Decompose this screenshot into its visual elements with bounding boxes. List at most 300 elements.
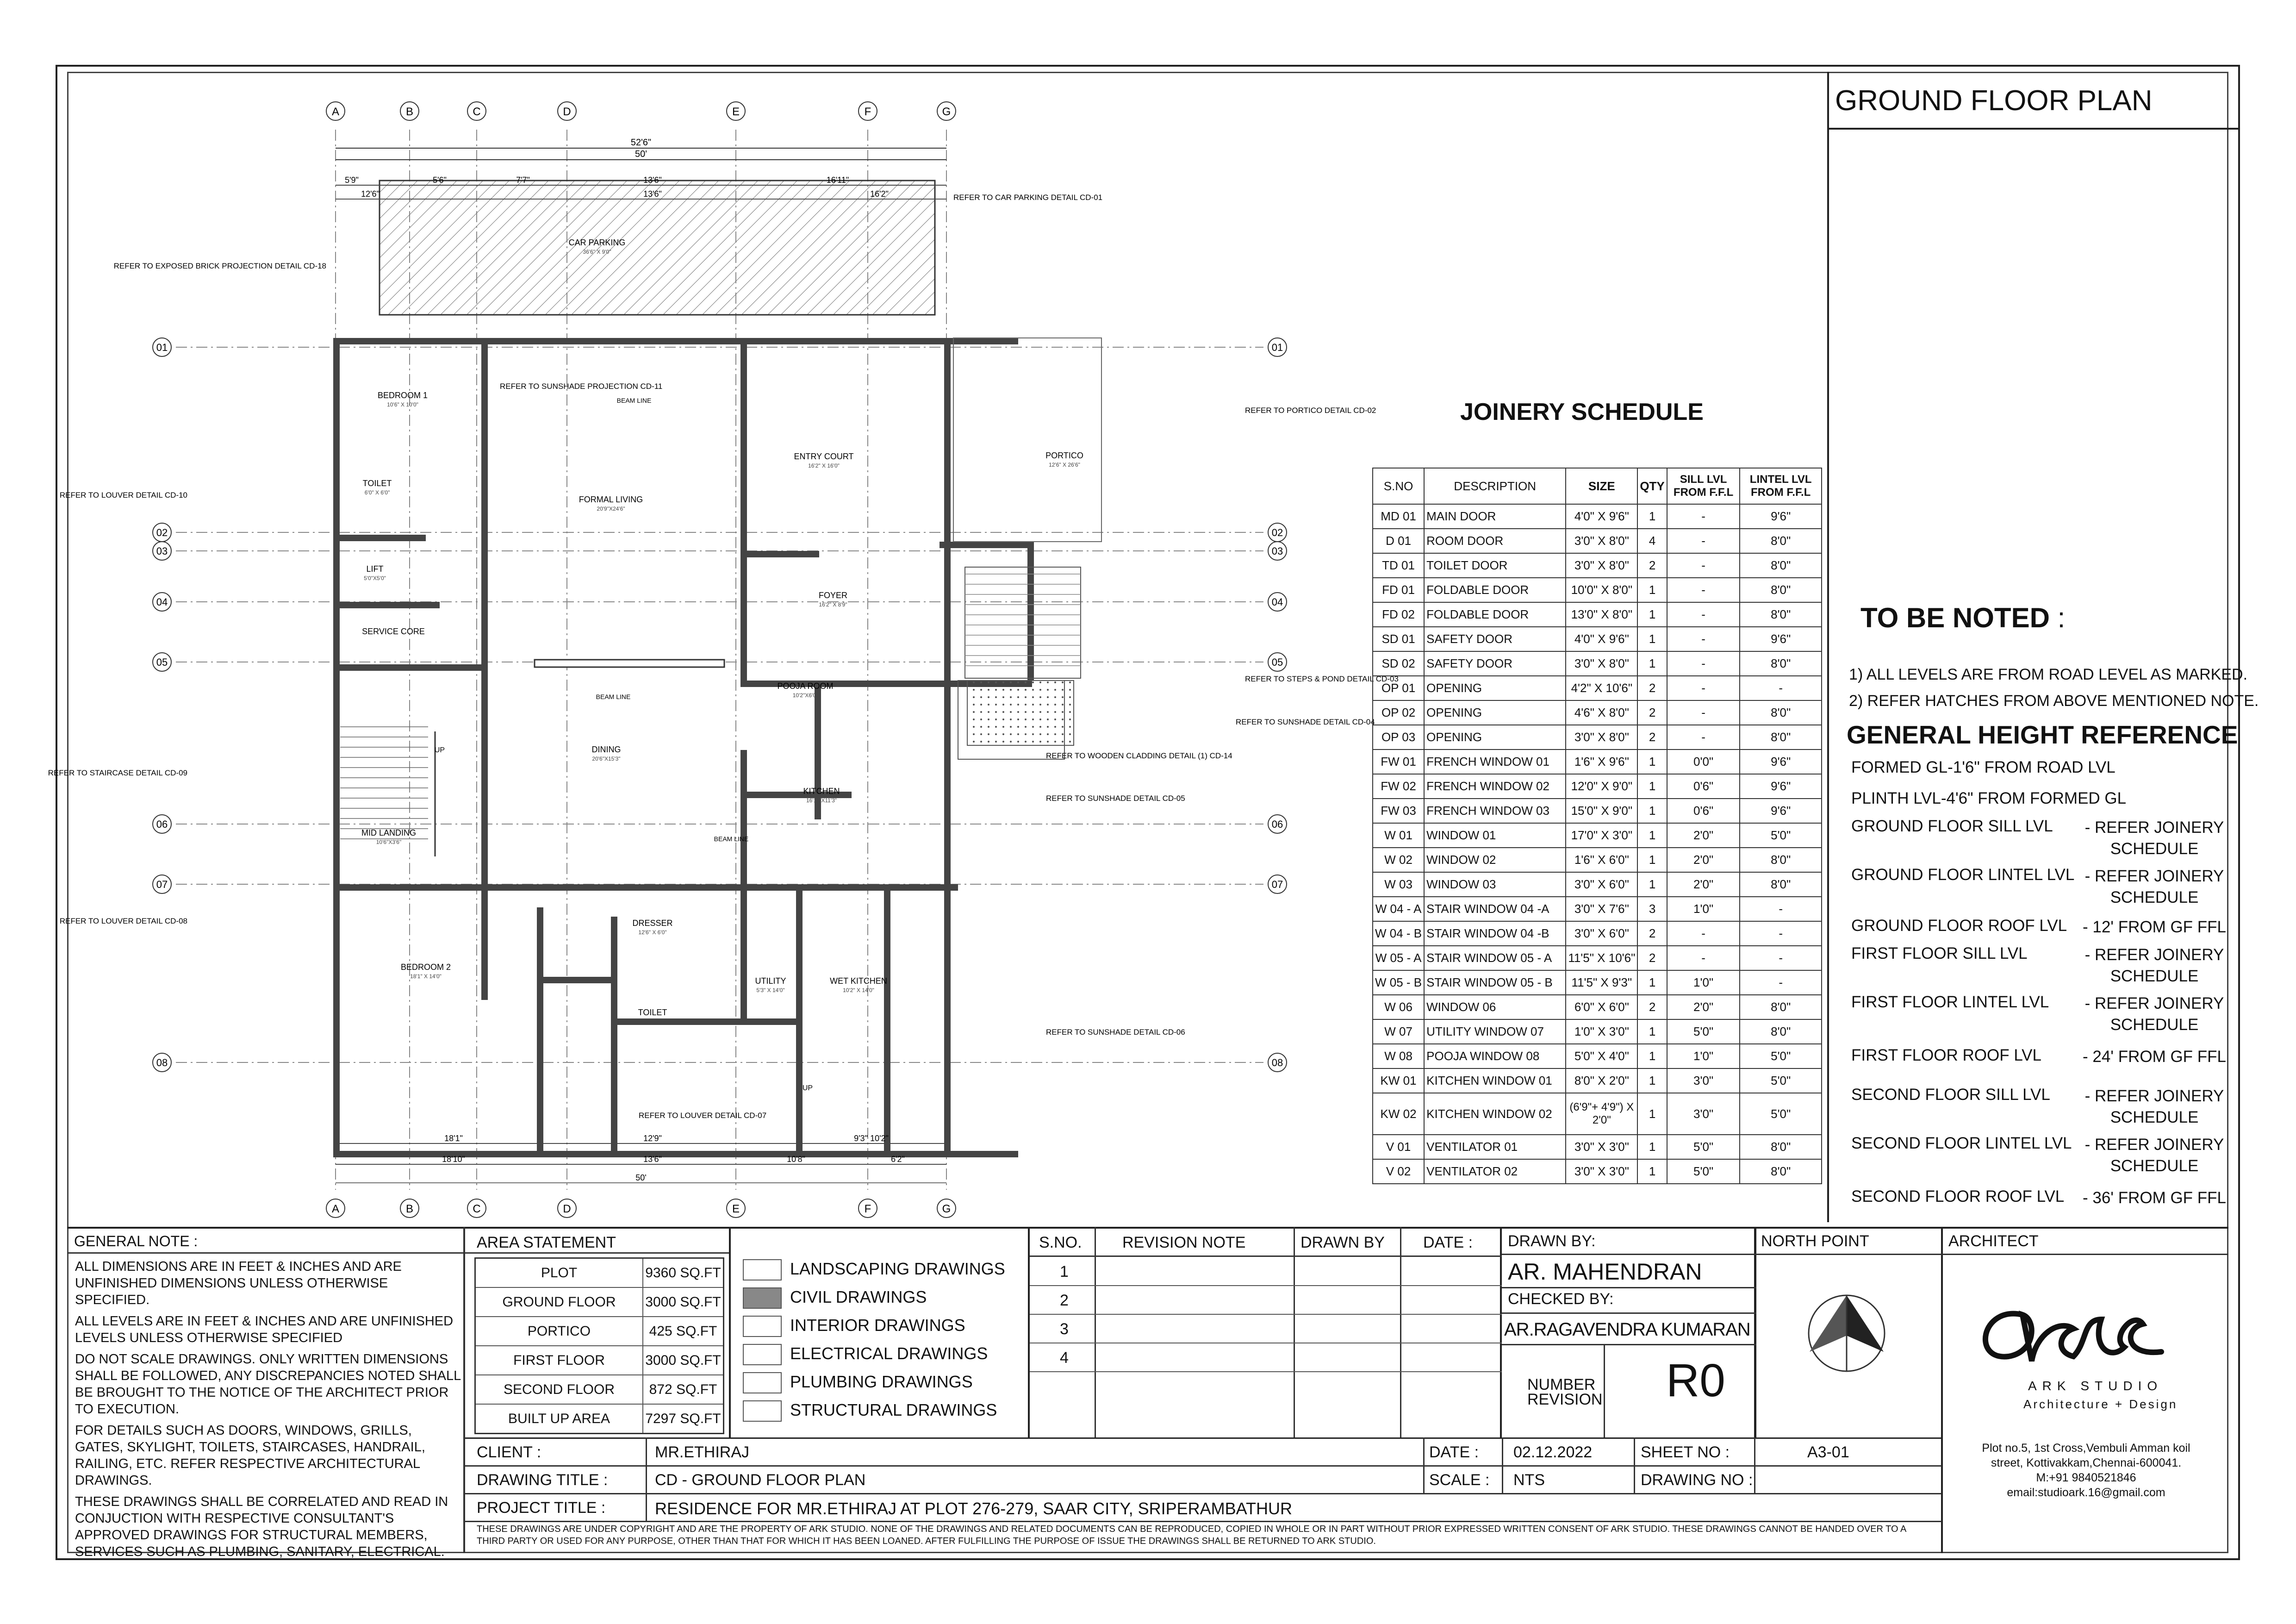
room-name: MID LANDING (361, 828, 417, 837)
grid-label: 04 (156, 596, 168, 608)
joinery-cell: WINDOW 01 (1424, 823, 1566, 848)
joinery-row (1373, 1159, 1822, 1184)
joinery-cell: - (1667, 700, 1740, 725)
drawn-rule-2 (1502, 1287, 1756, 1288)
room-name: FOYER (818, 591, 848, 600)
joinery-title: JOINERY SCHEDULE (1460, 399, 1704, 425)
room-label (592, 745, 621, 762)
joinery-row (1373, 700, 1822, 725)
plan-note: REFER TO STAIRCASE DETAIL CD-09 (48, 768, 187, 777)
dim-text: 7'7" (516, 175, 530, 185)
dim-text: 50' (635, 149, 647, 159)
grid-label: B (405, 1203, 414, 1215)
room-size: 16'2" X 16'0" (808, 462, 840, 469)
plan-note: REFER TO CAR PARKING DETAIL CD-01 (953, 193, 1103, 202)
joinery-row (1373, 1044, 1822, 1068)
joinery-cell: 8'0" (1740, 872, 1822, 897)
joinery-cell: 3'0" X 8'0" (1566, 651, 1637, 676)
grid-label: 07 (156, 879, 168, 890)
drawing-type-label: STRUCTURAL DRAWINGS (790, 1400, 997, 1419)
dim-text: 6'2" (891, 1155, 905, 1164)
area-table (474, 1257, 724, 1434)
joinery-row (1373, 1019, 1822, 1044)
joinery-cell: FW 02 (1373, 774, 1424, 799)
area-value: 3000 SQ.FT (645, 1352, 721, 1368)
dim-text: 12'6" (361, 189, 380, 199)
general-note-title: GENERAL NOTE : (74, 1233, 198, 1249)
client-name: MR.ETHIRAJ (655, 1443, 749, 1461)
ghr-line-2: PLINTH LVL-4'6" FROM FORMED GL (1851, 789, 2127, 807)
wall (944, 338, 951, 1157)
joinery-cell: 3'0" X 7'6" (1566, 897, 1637, 921)
dim-text: 18'1" (444, 1134, 463, 1143)
room-label (830, 976, 887, 993)
joinery-cell: - (1667, 578, 1740, 602)
joinery-cell: 8'0" (1740, 848, 1822, 872)
joinery-cell: OPENING (1424, 700, 1566, 725)
joinery-cell: W 08 (1373, 1044, 1424, 1068)
dim-text: 52'6" (630, 137, 652, 148)
joinery-cell: UTILITY WINDOW 07 (1424, 1019, 1566, 1044)
joinery-cell: 1 (1637, 651, 1667, 676)
revision-number: 2 (1060, 1292, 1069, 1309)
revision-col-sno: S.NO. (1039, 1234, 1082, 1251)
room-size: 12'6" X 6'0" (638, 929, 667, 936)
dim-text: 5'9" (345, 175, 359, 185)
area-row (476, 1375, 723, 1405)
joinery-cell: 10'0" X 8'0" (1566, 578, 1637, 602)
dim-text: 5'6" (433, 175, 447, 185)
joinery-cell: 1 (1637, 504, 1667, 529)
area-title: AREA STATEMENT (477, 1234, 616, 1251)
joinery-cell: KITCHEN WINDOW 02 (1424, 1093, 1566, 1135)
joinery-cell: - (1667, 725, 1740, 750)
joinery-cell: 5'0" (1740, 823, 1822, 848)
joinery-cell: FOLDABLE DOOR (1424, 578, 1566, 602)
joinery-cell: - (1667, 921, 1740, 946)
joinery-cell: 0'6" (1667, 774, 1740, 799)
room-name: CAR PARKING (568, 238, 626, 247)
dim-text: 10'2" (870, 1134, 889, 1143)
drawing-title-label: DRAWING TITLE : (477, 1471, 608, 1489)
grid-label: A (331, 106, 340, 118)
joinery-cell: D 01 (1373, 529, 1424, 553)
grid-label: 05 (156, 656, 168, 668)
grid-label: G (942, 1203, 951, 1215)
joinery-cell: 1 (1637, 627, 1667, 651)
rev-divider (1604, 1344, 1605, 1437)
room-label (363, 479, 392, 496)
room-size: 12'0" X 6'0" (638, 1018, 667, 1025)
joinery-cell: 2 (1637, 946, 1667, 970)
joinery-cell: 1'6" X 6'0" (1566, 848, 1637, 872)
drawing-type-checkbox (743, 1372, 782, 1393)
area-row (476, 1288, 723, 1317)
room-size: 6'0" X 6'0" (364, 489, 390, 496)
wall (333, 338, 340, 1157)
drawing-type-item (743, 1344, 1005, 1372)
joinery-cell: W 04 - B (1373, 921, 1424, 946)
revision-header-rule (1030, 1255, 1502, 1257)
joinery-cell: W 01 (1373, 823, 1424, 848)
room-name: BEDROOM 1 (377, 391, 428, 400)
to-be-noted-colon: : (2057, 602, 2066, 633)
joinery-row (1373, 872, 1822, 897)
ghr-label: FIRST FLOOR ROOF LVL (1851, 1046, 2041, 1064)
to-be-noted-label: TO BE NOTED (1860, 602, 2050, 633)
checked-by-name: AR.RAGAVENDRA KUMARAN (1504, 1319, 1750, 1340)
note-2: 2) REFER HATCHES FROM ABOVE MENTIONED NOTE. (1849, 692, 2259, 710)
drawing-type-checkbox (743, 1287, 782, 1309)
joinery-cell: 2'0" (1667, 823, 1740, 848)
plan-note: REFER TO SUNSHADE DETAIL CD-04 (1236, 718, 1375, 726)
room-size: 18'1" X 14'0" (410, 973, 442, 980)
joinery-row (1373, 799, 1822, 823)
title-row-rule-1 (465, 1465, 1941, 1467)
grid-label: 07 (1271, 879, 1283, 890)
joinery-cell: 2 (1637, 700, 1667, 725)
joinery-cell: 1 (1637, 750, 1667, 774)
room-name: PORTICO (1045, 451, 1083, 460)
grid-label: D (563, 106, 571, 118)
area-label: SECOND FLOOR (476, 1375, 643, 1404)
joinery-cell: 1 (1637, 1068, 1667, 1093)
dim-text: 16'11" (826, 175, 849, 185)
room-name: KITCHEN (803, 787, 840, 796)
revision-table (1030, 1227, 1502, 1437)
joinery-col-desc: DESCRIPTION (1424, 468, 1566, 504)
wall (333, 1151, 1018, 1157)
grid-label: 03 (156, 545, 168, 557)
joinery-row (1373, 897, 1822, 921)
joinery-cell: 3'0" X 3'0" (1566, 1135, 1637, 1159)
architect-address-line: email:studioark.16@gmail.com (2007, 1486, 2165, 1499)
revision-col-line-1 (1095, 1227, 1096, 1437)
dim-text: 9'3" (854, 1134, 868, 1143)
drawing-type-label: PLUMBING DRAWINGS (790, 1372, 973, 1391)
architect-address-line: Plot no.5, 1st Cross,Vembuli Amman koil (1982, 1442, 2190, 1455)
joinery-col-sno: S.NO (1373, 468, 1424, 504)
wall (1027, 542, 1034, 681)
joinery-cell: 1'0" (1667, 970, 1740, 995)
dim-text: 13'6" (643, 175, 662, 185)
note-1: 1) ALL LEVELS ARE FROM ROAD LEVEL AS MARKED. (1849, 666, 2248, 683)
joinery-col-lintel: LINTEL LVL FROM F.F.L (1740, 468, 1822, 504)
joinery-cell: W 05 - A (1373, 946, 1424, 970)
room-label (819, 591, 847, 608)
room-name: UTILITY (755, 976, 786, 986)
wall (740, 338, 747, 685)
grid-label: E (732, 1203, 740, 1215)
drawing-type-label: LANDSCAPING DRAWINGS (790, 1259, 1005, 1278)
grid-label: D (563, 1203, 571, 1215)
joinery-cell: 3'0" (1667, 1068, 1740, 1093)
wall (740, 750, 747, 1018)
wall (333, 664, 481, 671)
title-row-rule-3 (465, 1521, 1941, 1522)
drawn-rule-3 (1502, 1312, 1756, 1314)
joinery-cell: SD 01 (1373, 627, 1424, 651)
joinery-cell: 9'6" (1740, 799, 1822, 823)
revision-number: 1 (1060, 1263, 1069, 1280)
joinery-cell: 1 (1637, 1159, 1667, 1184)
room-size: 36'6" X 9'0" (583, 249, 611, 255)
title-col-2 (1423, 1437, 1425, 1493)
joinery-cell: V 01 (1373, 1135, 1424, 1159)
north-point-label: NORTH POINT (1761, 1232, 1869, 1250)
joinery-cell: 8'0" (1740, 651, 1822, 676)
drawn-divider (1754, 1227, 1756, 1437)
joinery-col-size: SIZE (1566, 468, 1637, 504)
wall (537, 977, 611, 983)
room-size: 12'6" X 26'6" (1049, 462, 1080, 468)
joinery-cell: 9'6" (1740, 627, 1822, 651)
architect-tagline: Architecture + Design (2023, 1397, 2178, 1411)
area-row (476, 1259, 723, 1288)
room-size: 5'3" X 14'0" (756, 987, 785, 993)
architect-box (1941, 1227, 1943, 1553)
joinery-row (1373, 529, 1822, 553)
joinery-cell: OP 03 (1373, 725, 1424, 750)
drawing-type-item (743, 1259, 1005, 1287)
dim-text: 18'10" (442, 1155, 465, 1164)
joinery-cell: SD 02 (1373, 651, 1424, 676)
joinery-cell: - (1667, 676, 1740, 700)
area-row (476, 1346, 723, 1375)
joinery-table (1372, 468, 1822, 1184)
ark-logo-text: ARK (2175, 1297, 2184, 1302)
ghr-label: SECOND FLOOR ROOF LVL (1851, 1187, 2065, 1206)
grid-label: E (732, 106, 740, 118)
drawing-type-label: INTERIOR DRAWINGS (790, 1316, 965, 1335)
joinery-cell: 1 (1637, 578, 1667, 602)
dim-text: 16'2" (870, 189, 889, 199)
architect-studio: ARK STUDIO (2028, 1379, 2163, 1393)
title-col-3 (1502, 1437, 1503, 1493)
joinery-cell: 4'0" X 9'6" (1566, 504, 1637, 529)
joinery-cell: OP 02 (1373, 700, 1424, 725)
rev-number: R0 (1666, 1355, 1725, 1406)
joinery-cell: 8'0" (1740, 725, 1822, 750)
architect-label: ARCHITECT (1948, 1232, 2039, 1250)
joinery-cell: POOJA WINDOW 08 (1424, 1044, 1566, 1068)
wall (481, 338, 488, 1000)
beam (535, 660, 724, 667)
ghr-value: - 24' FROM GF FFL (2082, 1048, 2227, 1066)
joinery-cell: 8'0" (1740, 553, 1822, 578)
joinery-cell: 5'0" (1667, 1159, 1740, 1184)
dim-text: 13'6" (643, 1155, 662, 1164)
joinery-cell: 3'0" X 8'0" (1566, 529, 1637, 553)
room-label (632, 918, 672, 936)
revision-row-rule (1030, 1371, 1502, 1372)
area-label: GROUND FLOOR (476, 1288, 643, 1316)
joinery-cell: 1 (1637, 1135, 1667, 1159)
ghr-value: - REFER JOINERY SCHEDULE (2084, 1087, 2224, 1126)
architect-address-line: street, Kottivakkam,Chennai-600041. (1991, 1456, 2182, 1469)
joinery-cell: STAIR WINDOW 05 - A (1424, 946, 1566, 970)
joinery-cell: 9'6" (1740, 504, 1822, 529)
ghr-label: FIRST FLOOR SILL LVL (1851, 944, 2028, 962)
room-size: 10'6"X3'6" (376, 839, 402, 845)
title-row-rule-2 (465, 1493, 1941, 1494)
room-name: LIFT (366, 564, 384, 574)
joinery-cell: - (1740, 970, 1822, 995)
joinery-cell: 4'2" X 10'6" (1566, 676, 1637, 700)
drawing-type-item (743, 1316, 1005, 1344)
joinery-row (1373, 627, 1822, 651)
joinery-cell: 8'0" (1740, 602, 1822, 627)
revision-col-date: DATE : (1423, 1234, 1473, 1251)
joinery-cell: 2'0" (1667, 995, 1740, 1019)
joinery-cell: W 03 (1373, 872, 1424, 897)
wall (611, 917, 617, 1153)
area-value: 425 SQ.FT (649, 1323, 717, 1339)
room-size: 16'2" X 8'9" (819, 601, 847, 608)
ghr-value: - REFER JOINERY SCHEDULE (2084, 818, 2224, 858)
joinery-cell: MD 01 (1373, 504, 1424, 529)
plan-note: REFER TO EXPOSED BRICK PROJECTION DETAIL CD-18 (113, 262, 326, 270)
title-rows-top (465, 1437, 1941, 1439)
joinery-cell: FW 03 (1373, 799, 1424, 823)
up-label: UP (802, 1084, 813, 1092)
room-name: ENTRY COURT (794, 452, 854, 461)
joinery-cell: 11'5" X 10'6" (1566, 946, 1637, 970)
joinery-cell: 2 (1637, 725, 1667, 750)
joinery-cell: 1'6" X 9'6" (1566, 750, 1637, 774)
joinery-cell: 8'0" (1740, 529, 1822, 553)
general-note-para: ALL LEVELS ARE IN FEET & INCHES AND ARE UNFINISHED LEVELS UNLESS OTHERWISE SPECIFIED (75, 1314, 454, 1345)
wall (940, 542, 1032, 548)
room-label (579, 495, 643, 512)
joinery-cell: 5'0" (1740, 1044, 1822, 1068)
joinery-cell: 4'0" X 9'6" (1566, 627, 1637, 651)
joinery-cell: - (1740, 676, 1822, 700)
joinery-col-sill: SILL LVL FROM F.F.L (1667, 468, 1740, 504)
joinery-row (1373, 578, 1822, 602)
drawing-types (743, 1259, 1005, 1429)
area-value: 3000 SQ.FT (645, 1294, 721, 1310)
client-label: CLIENT : (477, 1443, 541, 1461)
joinery-cell: 5'0" (1667, 1019, 1740, 1044)
joinery-cell: 2 (1637, 921, 1667, 946)
area-label: PLOT (476, 1259, 643, 1287)
ghr-label: GROUND FLOOR SILL LVL (1851, 817, 2053, 835)
joinery-cell: 9'6" (1740, 774, 1822, 799)
plan-note: REFER TO PORTICO DETAIL CD-02 (1245, 406, 1376, 415)
scale-value: NTS (1513, 1471, 1545, 1489)
grid-label: C (473, 1203, 481, 1215)
joinery-cell: 5'0" (1667, 1135, 1740, 1159)
drawing-type-label: CIVIL DRAWINGS (790, 1287, 927, 1306)
joinery-cell: - (1667, 946, 1740, 970)
wall (884, 884, 890, 1153)
revision-row-rule (1030, 1314, 1502, 1315)
joinery-row (1373, 921, 1822, 946)
joinery-cell: STAIR WINDOW 04 -B (1424, 921, 1566, 946)
room-name: SERVICE CORE (362, 627, 425, 636)
joinery-cell: V 02 (1373, 1159, 1424, 1184)
joinery-cell: SAFETY DOOR (1424, 651, 1566, 676)
general-note-rule (67, 1252, 465, 1254)
joinery-cell: 3'0" X 3'0" (1566, 1159, 1637, 1184)
room-size: 20'9"X24'6" (597, 506, 625, 512)
beam-label: BEAM LINE (714, 835, 749, 843)
room-label (362, 627, 425, 636)
plan-note: REFER TO STEPS & POND DETAIL CD-03 (1245, 675, 1399, 683)
joinery-cell: 3 (1637, 897, 1667, 921)
joinery-cell: 9'6" (1740, 750, 1822, 774)
grid-label: F (864, 106, 871, 118)
wall (333, 884, 958, 891)
joinery-cell: - (1667, 553, 1740, 578)
joinery-cell: W 07 (1373, 1019, 1424, 1044)
revision-number: 3 (1060, 1320, 1069, 1338)
room-name: WET KITCHEN (830, 976, 887, 986)
joinery-cell: 8'0" (1740, 1019, 1822, 1044)
dim-text: 50' (635, 1173, 647, 1182)
joinery-cell: 15'0" X 9'0" (1566, 799, 1637, 823)
joinery-cell: 3'0" X 6'0" (1566, 872, 1637, 897)
grid-label: 06 (156, 818, 168, 830)
area-value: 7297 SQ.FT (645, 1411, 721, 1426)
joinery-row (1373, 823, 1822, 848)
date-label: DATE : (1429, 1443, 1479, 1461)
ghr-value: - REFER JOINERY SCHEDULE (2084, 1136, 2224, 1175)
room-label (378, 391, 428, 408)
joinery-col-qty: QTY (1637, 468, 1667, 504)
joinery-cell: 2'0" (1667, 848, 1740, 872)
project-title-label: PROJECT TITLE : (477, 1499, 606, 1517)
ghr-value: - REFER JOINERY SCHEDULE (2084, 867, 2224, 906)
joinery-cell: 1 (1637, 848, 1667, 872)
joinery-cell: STAIR WINDOW 05 - B (1424, 970, 1566, 995)
drawing-type-item (743, 1372, 1005, 1400)
room-size: 10'2"X6'0" (792, 692, 818, 699)
room-label (755, 976, 786, 993)
room-label (638, 1008, 667, 1025)
plan-note: REFER TO LOUVER DETAIL CD-08 (59, 917, 187, 925)
ghr-label: GROUND FLOOR LINTEL LVL (1851, 866, 2075, 884)
joinery-cell: 1 (1637, 602, 1667, 627)
joinery-cell: 2 (1637, 676, 1667, 700)
revision-col-drawn: DRAWN BY (1300, 1234, 1385, 1251)
revision-number: 4 (1060, 1349, 1069, 1367)
drawing-no-label: DRAWING NO : (1641, 1471, 1753, 1489)
joinery-row (1373, 553, 1822, 578)
joinery-cell: 8'0" (1740, 995, 1822, 1019)
room-label (803, 787, 840, 804)
revision-col-line-2 (1294, 1227, 1295, 1437)
joinery-cell: 8'0" (1740, 578, 1822, 602)
joinery-cell: W 02 (1373, 848, 1424, 872)
wall (537, 907, 543, 1153)
joinery-row (1373, 602, 1822, 627)
revision-col-line-3 (1400, 1227, 1401, 1437)
joinery-cell: 1 (1637, 823, 1667, 848)
joinery-cell: W 06 (1373, 995, 1424, 1019)
joinery-cell: - (1667, 627, 1740, 651)
room-label (777, 681, 833, 699)
joinery-cell: 0'6" (1667, 799, 1740, 823)
joinery-cell: 1 (1637, 774, 1667, 799)
joinery-row (1373, 750, 1822, 774)
grid-label: 05 (1271, 656, 1283, 668)
room-name: POOJA ROOM (777, 681, 834, 691)
area-value: 872 SQ.FT (649, 1381, 717, 1397)
grid-label: C (473, 106, 481, 118)
joinery-row (1373, 651, 1822, 676)
